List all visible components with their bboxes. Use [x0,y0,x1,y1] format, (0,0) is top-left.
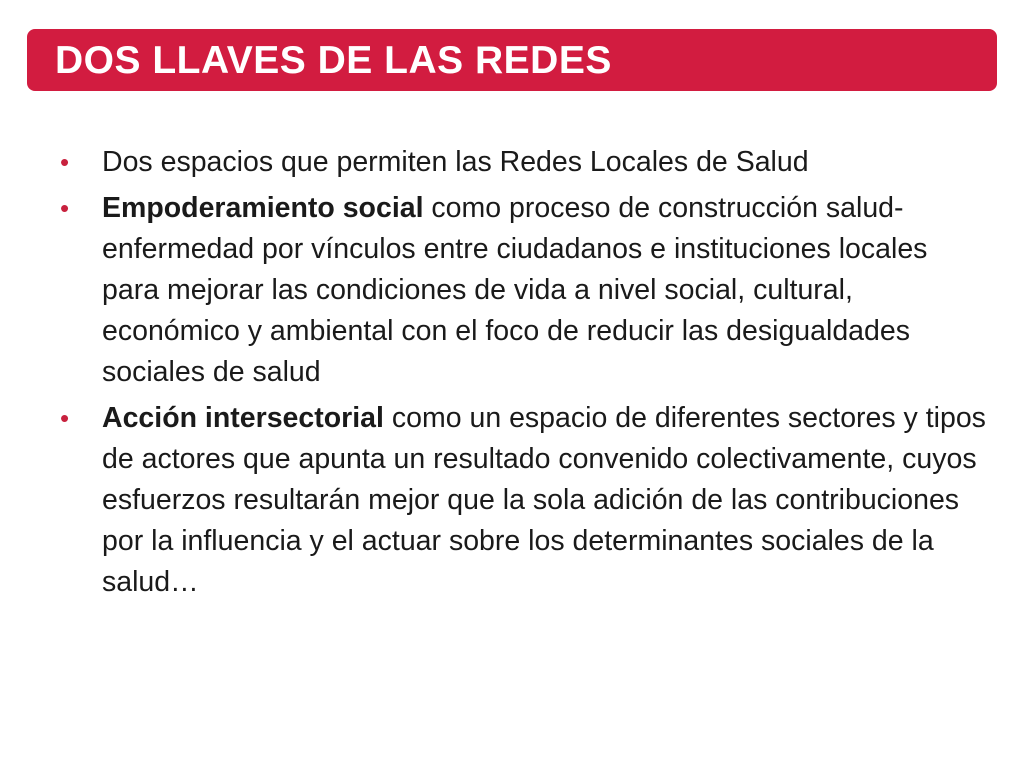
bullet-dot-icon: • [60,147,70,177]
bullet-item [60,142,990,183]
bullet-text: Dos espacios que permiten las Redes Locales de Salud [102,146,809,178]
bullet-dot-icon: • [60,403,70,433]
bullet-text: como un espacio de diferentes sectores y tipos de actores que apunta un resultado convenido colectivamente, cuyos esfuerzos resultarán mejor que la sola adición de las contribuciones por la influencia y el actuar sobre los determinantes sociales de la salud… [102,402,986,598]
slide-title: DOS LLAVES DE LAS REDES [55,38,612,82]
bullet-bold-term: Empoderamiento social [102,192,424,224]
bullet-text: como proceso de construcción salud-enfermedad por vínculos entre ciudadanos e instituciones locales para mejorar las condiciones de vida a nivel social, cultural, económico y ambiental con el foco de reducir las desigualdades sociales de salud [102,192,928,388]
bullet-list [60,142,990,608]
bullet-bold-term: Acción intersectorial [102,402,384,434]
bullet-dot-icon: • [60,193,70,223]
bullet-item [60,398,990,603]
title-bar [27,29,997,91]
bullet-item [60,188,990,393]
